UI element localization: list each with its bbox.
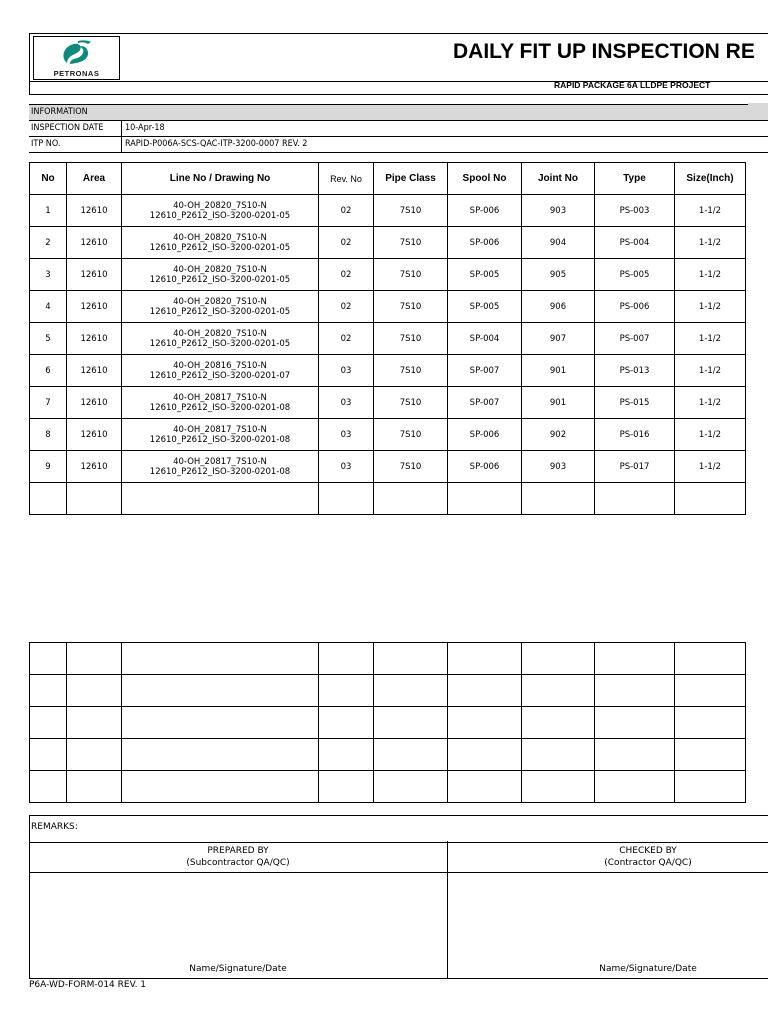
cell-joint: 905	[522, 259, 595, 291]
cell-line-drawing	[122, 387, 319, 419]
cell-line: 40-OH_20820_7S10-N	[173, 264, 267, 275]
cell-drawing: 12610_P2612_ISO-3200-0201-08	[149, 402, 291, 413]
table-row	[30, 451, 746, 483]
inspection-date-row	[29, 120, 768, 136]
cell-no: 3	[30, 259, 67, 291]
itp-label: ITP NO.	[31, 139, 61, 149]
form-code: P6A-WD-FORM-014 REV. 1	[29, 980, 147, 990]
cell-drawing: 12610_P2612_ISO-3200-0201-05	[149, 338, 291, 349]
cell-spool: SP-005	[448, 291, 522, 323]
table-row-empty	[30, 771, 746, 803]
cell-pipe-class: 7S10	[374, 195, 448, 227]
cell-pipe-class: 7S10	[374, 259, 448, 291]
table-row	[30, 419, 746, 451]
cell-no: 2	[30, 227, 67, 259]
logo	[33, 36, 120, 80]
cell-no: 1	[30, 195, 67, 227]
cell-rev: 02	[319, 291, 374, 323]
cell-no: 8	[30, 419, 67, 451]
remarks-label: REMARKS:	[31, 822, 78, 832]
cell-type: PS-017	[595, 451, 675, 483]
cell-area: 12610	[67, 323, 122, 355]
cell-size: 1-1/2	[675, 355, 746, 387]
cell-size: 1-1/2	[675, 227, 746, 259]
cell-pipe-class: 7S10	[374, 323, 448, 355]
table-header-row	[30, 163, 746, 195]
cell-spool: SP-006	[448, 195, 522, 227]
col-header-pipe-class: Pipe Class	[374, 163, 448, 195]
cell-pipe-class: 7S10	[374, 355, 448, 387]
signature-header-divider	[29, 872, 768, 873]
inspection-date-value: 10-Apr-18	[121, 121, 165, 136]
checked-sign-line: Name/Signature/Date	[599, 964, 697, 974]
cell-line-drawing	[122, 227, 319, 259]
cell-size: 1-1/2	[675, 195, 746, 227]
table-row-empty	[30, 675, 746, 707]
cell-no: 9	[30, 451, 67, 483]
cell-joint: 904	[522, 227, 595, 259]
cell-joint: 907	[522, 323, 595, 355]
fitup-table	[29, 162, 746, 515]
cell-line: 40-OH_20820_7S10-N	[173, 200, 267, 211]
cell-drawing: 12610_P2612_ISO-3200-0201-05	[149, 274, 291, 285]
cell-no: 4	[30, 291, 67, 323]
col-header-line-drawing: Line No / Drawing No	[122, 163, 319, 195]
col-header-no: No	[30, 163, 67, 195]
cell-joint: 901	[522, 387, 595, 419]
cell-line-drawing	[122, 419, 319, 451]
cell-pipe-class: 7S10	[374, 419, 448, 451]
col-header-area: Area	[67, 163, 122, 195]
cell-size: 1-1/2	[675, 291, 746, 323]
cell-spool: SP-007	[448, 355, 522, 387]
table-row	[30, 323, 746, 355]
cell-spool: SP-007	[448, 387, 522, 419]
cell-area: 12610	[67, 195, 122, 227]
checked-by-label: CHECKED BY	[619, 846, 677, 856]
table-row	[30, 195, 746, 227]
col-header-rev: Rev. No	[319, 163, 374, 195]
cell-type: PS-006	[595, 291, 675, 323]
cell-rev: 03	[319, 387, 374, 419]
table-row-empty	[30, 707, 746, 739]
cell-area: 12610	[67, 451, 122, 483]
table-row	[30, 227, 746, 259]
cell-spool: SP-006	[448, 451, 522, 483]
cell-spool: SP-006	[448, 419, 522, 451]
cell-spool: SP-004	[448, 323, 522, 355]
col-header-type: Type	[595, 163, 675, 195]
itp-value: RAPID-P006A-SCS-QAC-ITP-3200-0007 REV. 2	[121, 137, 307, 152]
table-row-empty	[30, 483, 746, 515]
cell-area: 12610	[67, 387, 122, 419]
inspection-date-label: INSPECTION DATE	[31, 123, 104, 133]
table-row-empty	[30, 739, 746, 771]
checked-by-role: (Contractor QA/QC)	[604, 858, 692, 868]
cell-area: 12610	[67, 227, 122, 259]
table-row-empty	[30, 643, 746, 675]
cell-line-drawing	[122, 451, 319, 483]
cell-no: 7	[30, 387, 67, 419]
cell-line: 40-OH_20816_7S10-N	[173, 360, 267, 371]
cell-no: 5	[30, 323, 67, 355]
prepared-by-role: (Subcontractor QA/QC)	[186, 858, 290, 868]
cell-rev: 02	[319, 259, 374, 291]
cell-area: 12610	[67, 259, 122, 291]
cell-type: PS-003	[595, 195, 675, 227]
cell-line-drawing	[122, 323, 319, 355]
cell-drawing: 12610_P2612_ISO-3200-0201-05	[149, 210, 291, 221]
info-section-tab	[748, 103, 768, 119]
cell-rev: 02	[319, 227, 374, 259]
cell-type: PS-004	[595, 227, 675, 259]
cell-rev: 03	[319, 355, 374, 387]
cell-rev: 03	[319, 451, 374, 483]
cell-area: 12610	[67, 355, 122, 387]
cell-joint: 903	[522, 195, 595, 227]
cell-rev: 03	[319, 419, 374, 451]
cell-pipe-class: 7S10	[374, 291, 448, 323]
cell-size: 1-1/2	[675, 419, 746, 451]
cell-line-drawing	[122, 195, 319, 227]
cell-line-drawing	[122, 259, 319, 291]
col-header-spool: Spool No	[448, 163, 522, 195]
cell-line: 40-OH_20820_7S10-N	[173, 232, 267, 243]
checked-by-header	[448, 845, 768, 869]
cell-pipe-class: 7S10	[374, 387, 448, 419]
cell-line-drawing	[122, 291, 319, 323]
cell-joint: 902	[522, 419, 595, 451]
prepared-by-header	[29, 845, 447, 869]
cell-line: 40-OH_20817_7S10-N	[173, 424, 267, 435]
cell-rev: 02	[319, 195, 374, 227]
table-row	[30, 291, 746, 323]
cell-drawing: 12610_P2612_ISO-3200-0201-08	[149, 434, 291, 445]
cell-joint: 903	[522, 451, 595, 483]
cell-type: PS-016	[595, 419, 675, 451]
cell-size: 1-1/2	[675, 259, 746, 291]
cell-area: 12610	[67, 419, 122, 451]
info-section-label: INFORMATION	[31, 107, 88, 117]
table-row	[30, 259, 746, 291]
col-header-size: Size(Inch)	[675, 163, 746, 195]
cell-line: 40-OH_20817_7S10-N	[173, 392, 267, 403]
info-section-row	[29, 104, 768, 120]
project-subtitle: RAPID PACKAGE 6A LLDPE PROJECT	[554, 80, 711, 90]
cell-line: 40-OH_20817_7S10-N	[173, 456, 267, 467]
logo-text: PETRONAS	[53, 69, 100, 78]
cell-spool: SP-005	[448, 259, 522, 291]
blank-table	[29, 642, 746, 803]
itp-row	[29, 136, 768, 153]
cell-joint: 901	[522, 355, 595, 387]
table-row	[30, 387, 746, 419]
cell-drawing: 12610_P2612_ISO-3200-0201-07	[149, 370, 291, 381]
page-title: DAILY FIT UP INSPECTION RE	[453, 40, 755, 63]
cell-drawing: 12610_P2612_ISO-3200-0201-05	[149, 306, 291, 317]
cell-rev: 02	[319, 323, 374, 355]
cell-spool: SP-006	[448, 227, 522, 259]
petronas-logo-icon	[34, 37, 121, 71]
cell-type: PS-015	[595, 387, 675, 419]
cell-type: PS-005	[595, 259, 675, 291]
cell-pipe-class: 7S10	[374, 227, 448, 259]
remarks-box	[29, 815, 768, 843]
prepared-by-label: PREPARED BY	[207, 846, 269, 856]
cell-pipe-class: 7S10	[374, 451, 448, 483]
cell-size: 1-1/2	[675, 451, 746, 483]
table-row	[30, 355, 746, 387]
cell-area: 12610	[67, 291, 122, 323]
cell-line: 40-OH_20820_7S10-N	[173, 328, 267, 339]
cell-drawing: 12610_P2612_ISO-3200-0201-08	[149, 466, 291, 477]
cell-size: 1-1/2	[675, 387, 746, 419]
cell-line: 40-OH_20820_7S10-N	[173, 296, 267, 307]
cell-no: 6	[30, 355, 67, 387]
cell-drawing: 12610_P2612_ISO-3200-0201-05	[149, 242, 291, 253]
cell-type: PS-013	[595, 355, 675, 387]
cell-joint: 906	[522, 291, 595, 323]
cell-type: PS-007	[595, 323, 675, 355]
cell-line-drawing	[122, 355, 319, 387]
col-header-joint: Joint No	[522, 163, 595, 195]
cell-size: 1-1/2	[675, 323, 746, 355]
prepared-sign-line: Name/Signature/Date	[189, 964, 287, 974]
